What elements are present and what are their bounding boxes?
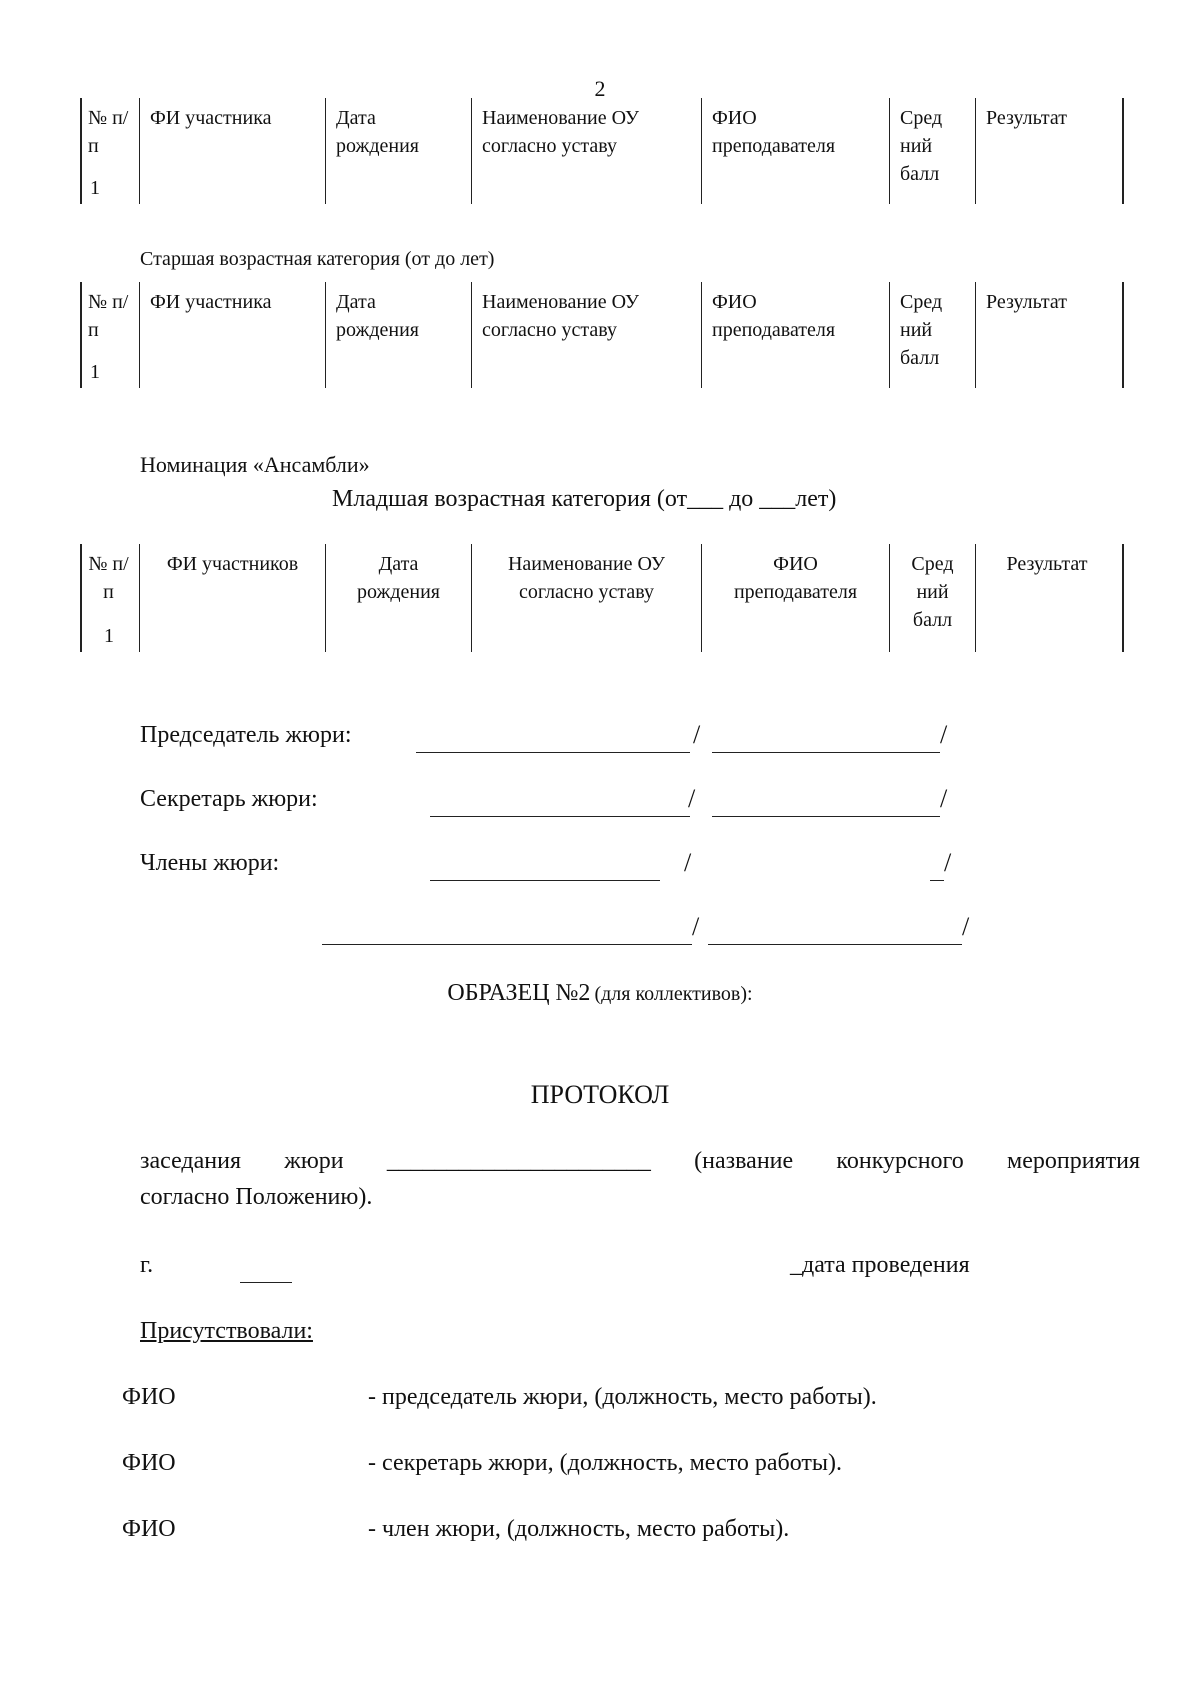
secretary-signature-line[interactable]: [430, 816, 690, 817]
header-school: Наименование ОУ согласно уставу: [472, 282, 702, 388]
header-school: Наименование ОУ согласно уставу: [472, 544, 702, 652]
col-number: [82, 282, 140, 388]
sample-title: ОБРАЗЕЦ №2: [447, 980, 591, 1006]
header-teacher: ФИО преподавателя: [702, 98, 890, 204]
chairman-slash-end: /: [940, 720, 948, 749]
header-average-score: Сред ний балл: [890, 282, 976, 388]
row-index: 1: [90, 361, 100, 383]
nomination-label: Номинация «Ансамбли»: [140, 452, 370, 477]
results-table-1: [80, 98, 1124, 204]
sample-heading: [0, 980, 1200, 1007]
secretary-label: Секретарь жюри:: [140, 786, 318, 812]
city-label: г.: [140, 1252, 154, 1278]
date-label: _дата проведения: [790, 1252, 970, 1278]
header-number: № п/п: [88, 553, 129, 603]
senior-category-label: Старшая возрастная категория (от до лет): [140, 248, 495, 270]
members-label: Члены жюри:: [140, 850, 280, 876]
header-average-score: Сред ний балл: [890, 544, 976, 652]
header-average-score: Сред ний балл: [890, 98, 976, 204]
header-school: Наименование ОУ согласно уставу: [472, 98, 702, 204]
sample-note: (для коллективов):: [594, 983, 753, 1005]
row-index: 1: [104, 625, 114, 647]
chairman-slash: /: [693, 720, 701, 749]
chairman-signature-line[interactable]: [416, 752, 690, 753]
chairman-label: Председатель жюри:: [140, 722, 352, 748]
attendee-3-name: ФИО: [122, 1516, 176, 1542]
header-participant: ФИ участника: [140, 282, 326, 388]
meeting-line: заседания жюри ______________________ (название конкурсного мероприятия: [140, 1148, 1140, 1174]
member-slash: /: [684, 848, 692, 877]
header-birth-date: Дата рождения: [326, 544, 472, 652]
city-line[interactable]: [240, 1282, 292, 1283]
member-signature-line[interactable]: [430, 880, 660, 881]
member-slash-end: /: [944, 848, 952, 877]
attendee-2-role: - секретарь жюри, (должность, место работы).: [368, 1450, 843, 1476]
chairman-name-line[interactable]: [712, 752, 940, 753]
header-teacher: ФИО преподавателя: [702, 282, 890, 388]
header-teacher: ФИО преподавателя: [702, 544, 890, 652]
meeting-line-2: согласно Положению).: [140, 1184, 373, 1210]
attendee-1-role: - председатель жюри, (должность, место работы).: [368, 1384, 877, 1410]
secretary-slash-end: /: [940, 784, 948, 813]
present-label: Присутствовали:: [140, 1318, 313, 1344]
attendee-3-role: - член жюри, (должность, место работы).: [368, 1516, 790, 1542]
protocol-title: ПРОТОКОЛ: [530, 1080, 670, 1109]
header-birth-date: Дата рождения: [326, 282, 472, 388]
page-number: 2: [594, 76, 606, 101]
member-name-line[interactable]: [930, 880, 944, 881]
header-birth-date: Дата рождения: [326, 98, 472, 204]
results-table-3: [80, 544, 1124, 652]
col-number: [82, 98, 140, 204]
member2-slash: /: [692, 912, 700, 941]
secretary-name-line[interactable]: [712, 816, 940, 817]
header-result: Результат: [1006, 553, 1088, 575]
row-index: 1: [90, 177, 100, 199]
junior-category-label: Младшая возрастная категория (от___ до ___лет): [332, 486, 837, 512]
header-result: Результат: [986, 291, 1068, 313]
header-result: Результат: [986, 107, 1068, 129]
member2-slash-end: /: [962, 912, 970, 941]
header-number: № п/п: [88, 291, 129, 341]
header-number: № п/п: [88, 107, 129, 157]
attendee-1-name: ФИО: [122, 1384, 176, 1410]
header-participant: ФИ участника: [140, 98, 326, 204]
col-number: [82, 544, 140, 652]
secretary-slash: /: [688, 784, 696, 813]
attendee-2-name: ФИО: [122, 1450, 176, 1476]
member2-name-line[interactable]: [708, 944, 962, 945]
results-table-2: [80, 282, 1124, 388]
header-participants: ФИ участников: [140, 544, 326, 652]
member2-signature-line[interactable]: [322, 944, 692, 945]
